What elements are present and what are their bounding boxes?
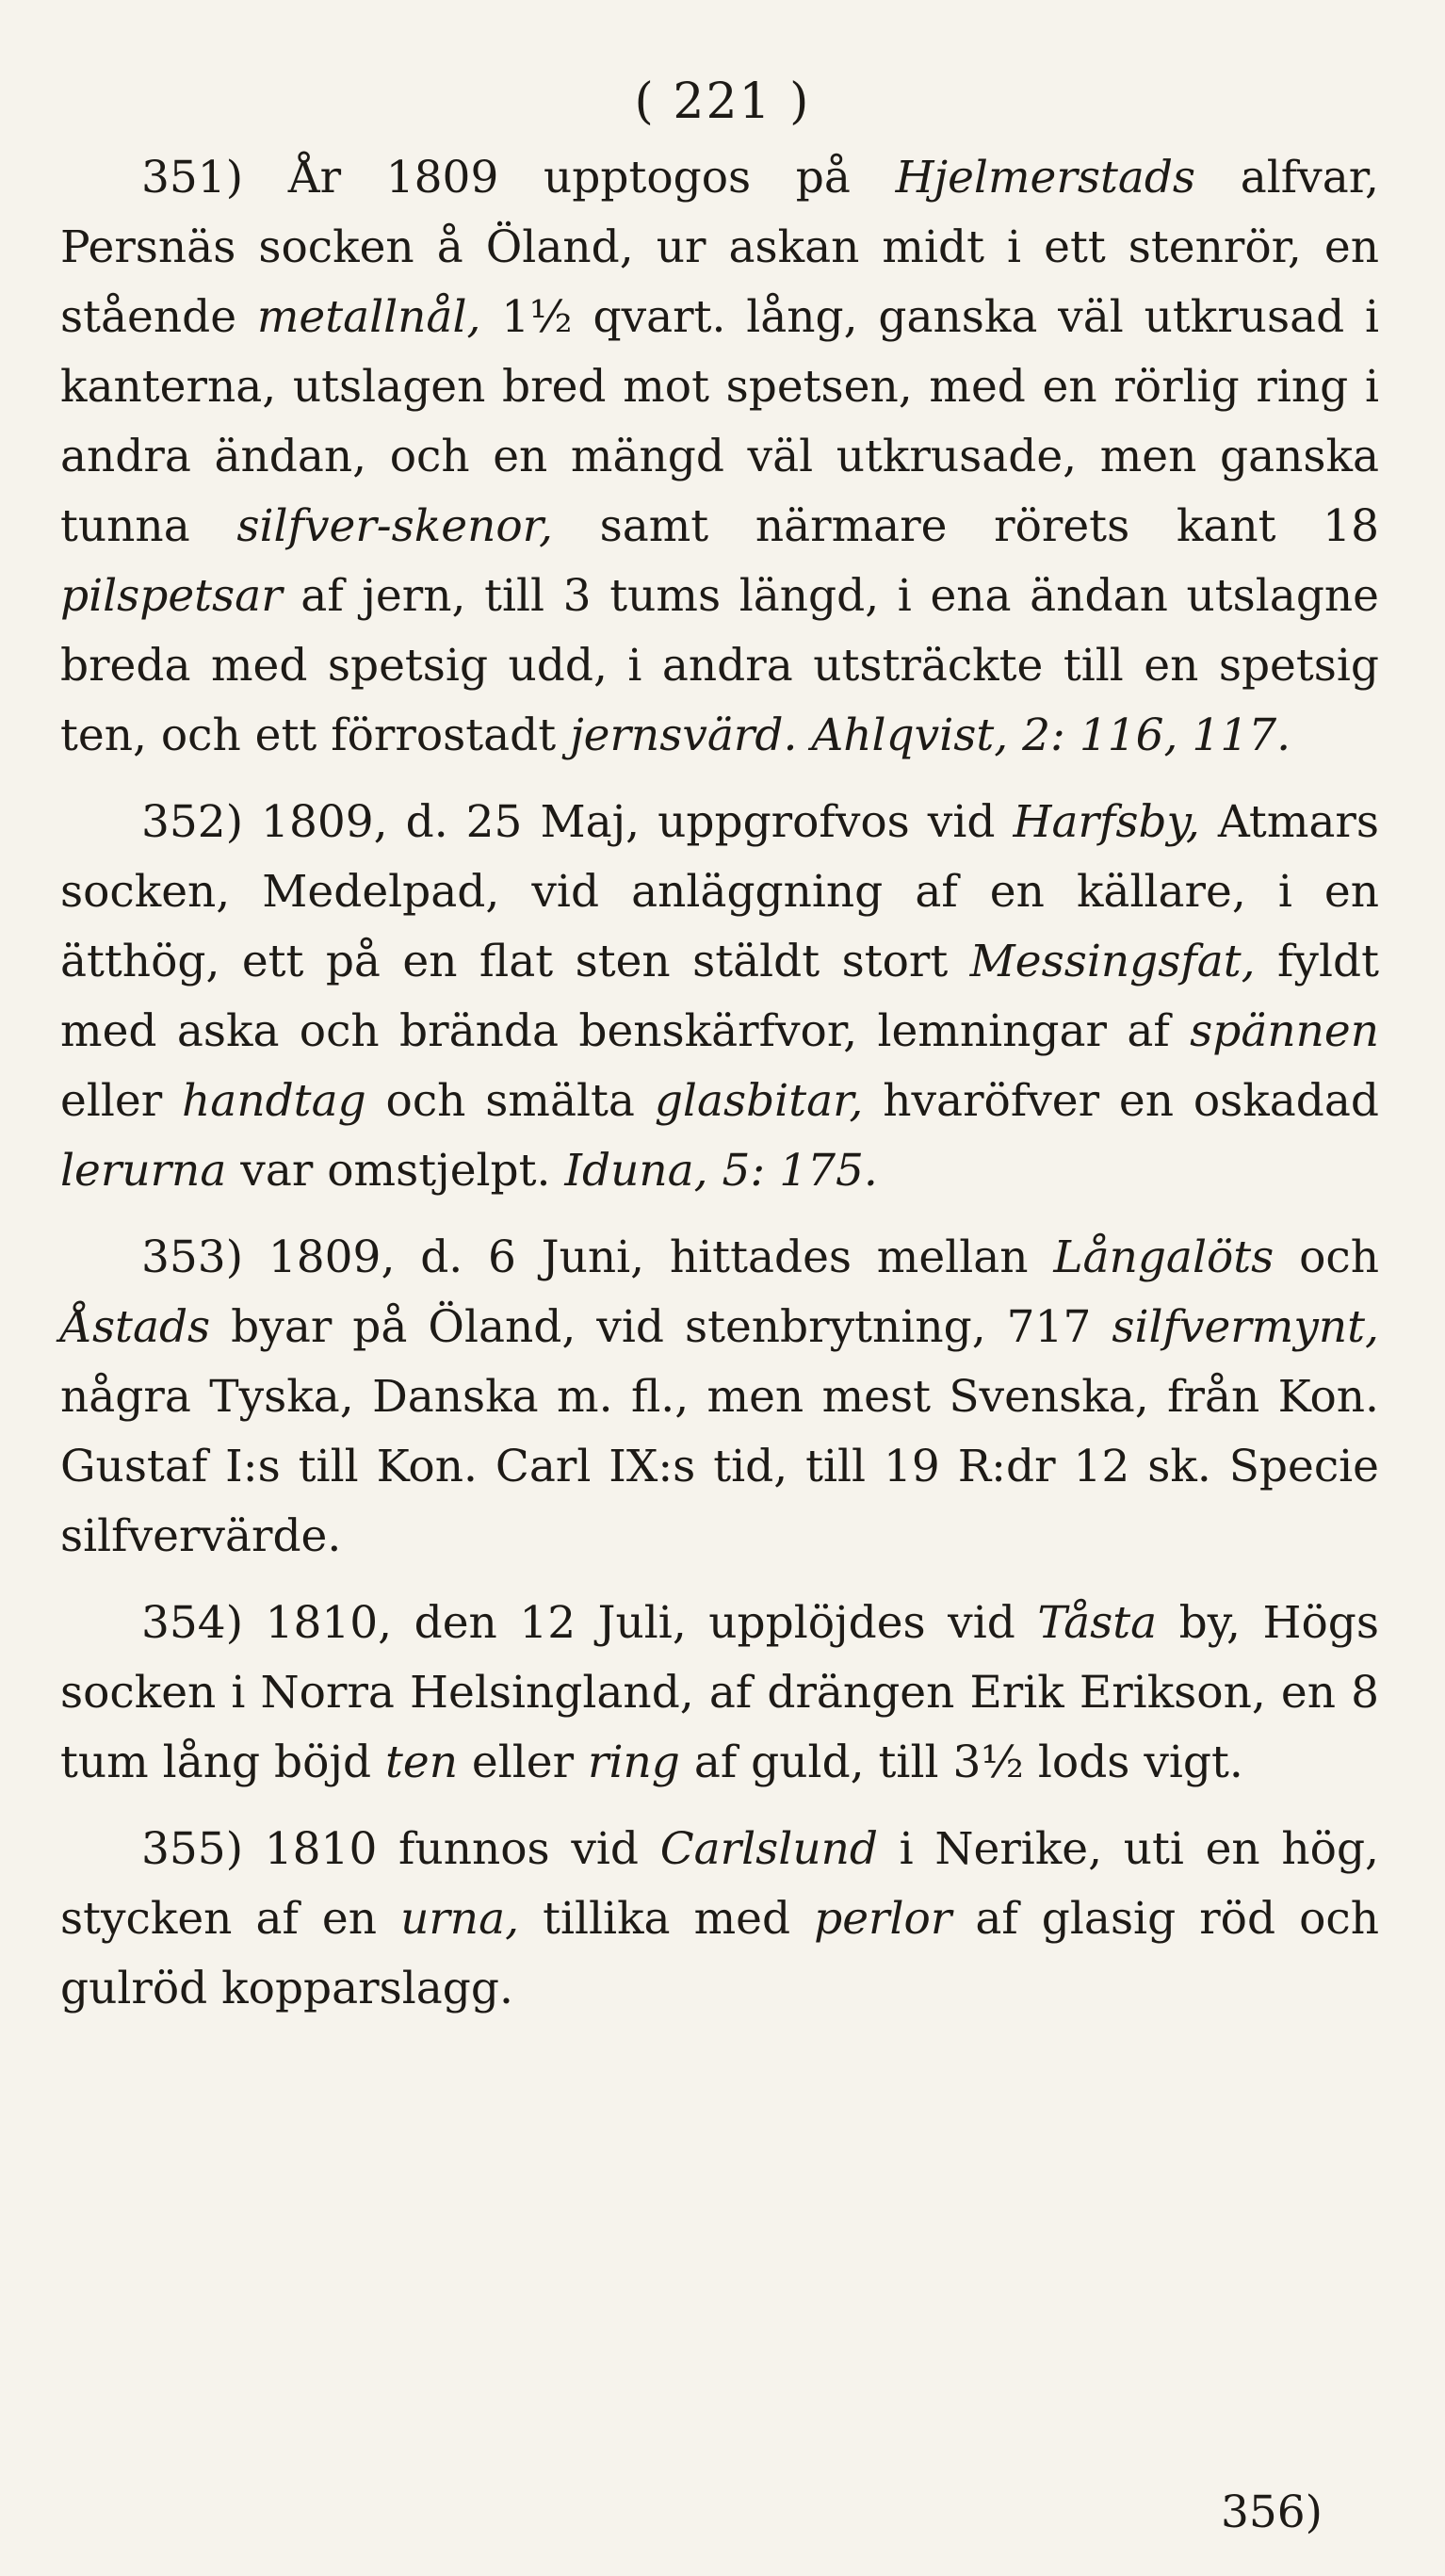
entry-text: och	[1274, 1231, 1379, 1283]
entry-text: var omstjelpt.	[226, 1145, 565, 1197]
entry-354	[60, 1589, 1379, 1798]
italic-term: Åstads	[60, 1301, 211, 1353]
entry-text: tillika med	[519, 1893, 815, 1945]
italic-term: Ahlqvist, 2: 116, 117.	[811, 709, 1291, 761]
entry-text: byar på Öland, vid stenbrytning, 717	[210, 1301, 1112, 1353]
italic-term: ring	[588, 1736, 680, 1788]
italic-term: Hjelmerstads	[895, 152, 1196, 204]
italic-term: silfver-skenor,	[236, 500, 553, 552]
entry-text: Atmars socken, Medelpad, vid anläggning af en källare, i en ätthög, ett på en flat sten stäldt stort	[60, 796, 1379, 987]
page-number: ( 221 )	[634, 73, 811, 130]
entry-351	[60, 143, 1379, 771]
entry-text: eller	[457, 1736, 589, 1788]
italic-term: ten	[385, 1736, 458, 1788]
entry-text: hvaröfver en oskadad	[863, 1075, 1379, 1127]
entry-text: 353) 1809, d. 6 Juni, hittades mellan	[141, 1231, 1054, 1283]
page-body	[60, 143, 1379, 2041]
italic-term: Messingsfat,	[969, 936, 1256, 987]
entry-353	[60, 1223, 1379, 1572]
italic-term: Carlslund	[659, 1823, 878, 1875]
entry-text: af guld, till 3½ lods vigt.	[679, 1736, 1243, 1788]
entry-text: 355) 1810 funnos vid	[141, 1823, 660, 1875]
italic-term: Långalöts	[1053, 1231, 1275, 1283]
entry-text: samt närmare rörets kant 18	[552, 500, 1379, 552]
entry-text: eller	[60, 1075, 183, 1127]
entry-text: af jern, till 3 tums längd, i ena ändan utslagne breda med spetsig udd, i andra utsträckte till en spetsig ten, och ett förrostadt	[60, 570, 1379, 761]
italic-term: handtag	[182, 1075, 366, 1127]
entry-text: några Tyska, Danska m. fl., men mest Svenska, från Kon. Gustaf I:s till Kon. Carl IX:s tid, till 19 R:dr 12 sk. Specie silfvervärde.	[60, 1371, 1379, 1562]
entry-text	[797, 709, 811, 761]
italic-term: Tåsta	[1037, 1597, 1158, 1649]
italic-term: spännen	[1190, 1005, 1379, 1057]
entry-text: 352) 1809, d. 25 Maj, uppgrofvos vid	[141, 796, 1014, 848]
italic-term: silfvermynt,	[1112, 1301, 1379, 1353]
italic-term: metallnål,	[256, 291, 481, 343]
entry-text: 1½ qvart. lång, ganska väl utkrusad i kanterna, utslagen bred mot spetsen, med en rörlig ring i andra ändan, och en mängd väl utkrusade, men ganska tunna	[60, 291, 1380, 552]
entry-text: 354) 1810, den 12 Juli, upplöjdes vid	[141, 1597, 1038, 1649]
entry-text: fyldt med aska och brända benskärfvor, lemningar af	[60, 936, 1379, 1057]
italic-term: glasbitar,	[654, 1075, 864, 1127]
entry-352	[60, 788, 1379, 1206]
italic-term: lerurna	[60, 1145, 227, 1197]
italic-term: pilspetsar	[60, 570, 283, 622]
italic-term: urna,	[400, 1893, 520, 1945]
italic-term: perlor	[814, 1893, 952, 1945]
italic-term: Iduna, 5: 175.	[564, 1145, 878, 1197]
entry-text: af glasig röd och gulröd kopparslagg.	[60, 1893, 1379, 2014]
italic-term: jernsvärd.	[570, 709, 798, 761]
entry-text: 351) År 1809 upptogos på	[141, 152, 896, 204]
entry-text: i Nerike, uti en hög, stycken af en	[60, 1823, 1379, 1945]
entry-text: alfvar, Persnäs socken å Öland, ur askan midt i ett stenrör, en stående	[60, 152, 1379, 343]
entry-text: och smälta	[365, 1075, 655, 1127]
entry-355	[60, 1815, 1379, 2024]
entry-text: by, Högs socken i Norra Helsingland, af drängen Erik Erikson, en 8 tum lång böjd	[60, 1597, 1379, 1788]
catchword: 356)	[1220, 2486, 1323, 2538]
italic-term: Harfsby,	[1013, 796, 1200, 848]
